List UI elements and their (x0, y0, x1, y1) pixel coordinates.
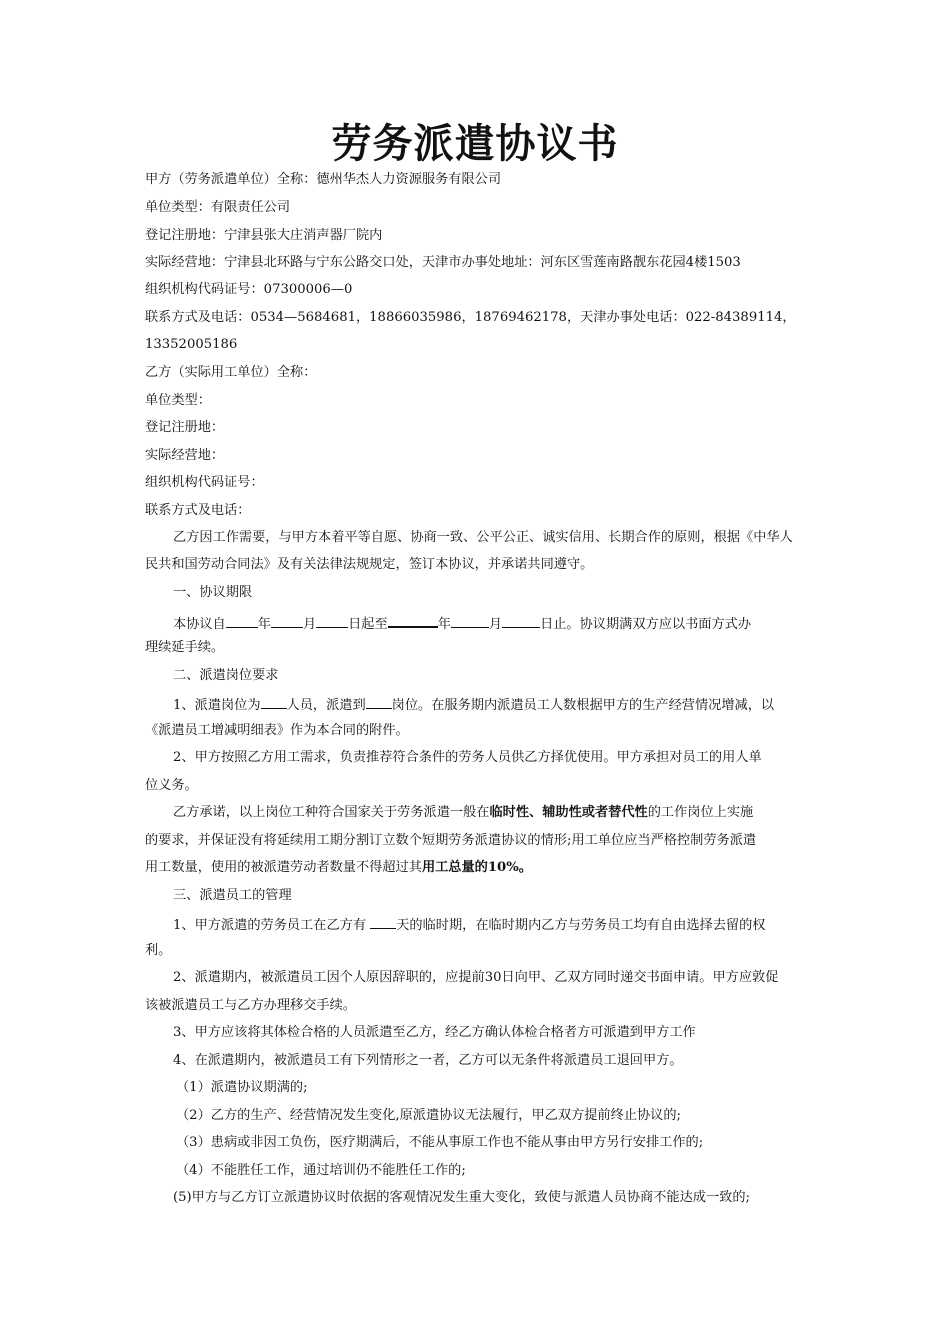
mgmt-3: 3、甲方应该将其体检合格的人员派遣至乙方，经乙方确认体检合格者方可派遣到甲方工作 (173, 1025, 696, 1040)
position-blank (366, 694, 392, 709)
section-3-heading: 三、派遣员工的管理 (173, 888, 292, 903)
term-line-1: 本协议自 年 月 日起至 年 月 日止。协议期满双方应以书面方式办 (173, 612, 810, 634)
end-day-blank (502, 613, 540, 628)
party-a-name: 甲方（劳务派遣单位）全称：德州华杰人力资源服务有限公司 (145, 172, 502, 187)
post-2-line-1: 2、甲方按照乙方用工需求，负责推荐符合条件的劳务人员供乙方择优使用。甲方承担对员工的用人单 (173, 750, 762, 765)
promise-line-1: 乙方承诺，以上岗位工种符合国家关于劳务派遣一般在临时性、辅助性或者替代性的工作岗位上实施 (173, 805, 754, 820)
section-1-heading: 一、协议期限 (173, 585, 253, 600)
section-2-heading: 二、派遣岗位要求 (173, 668, 279, 683)
document-title: 劳务派遣协议书 (331, 120, 619, 167)
party-b-operation: 实际经营地： (145, 448, 225, 463)
mgmt-1-line-1: 1、甲方派遣的劳务员工在乙方有 天的临时期，在临时期内乙方与劳务员工均有自由选择去留的权 (173, 914, 810, 935)
end-month-blank (451, 613, 489, 628)
post-line-2: 《派遣员工增减明细表》作为本合同的附件。 (145, 723, 409, 738)
party-b-contact: 联系方式及电话： (145, 503, 251, 518)
party-b-type: 单位类型： (145, 393, 211, 408)
promise-line-2: 的要求，并保证没有将延续用工期分割订立数个短期劳务派遣协议的情形;用工单位应当严格控制劳务派遣 (145, 833, 757, 848)
promise-line-3: 用工数量，使用的被派遣劳动者数量不得超过其用工总量的10%。 (145, 860, 532, 875)
list-item: （4）不能胜任工作，通过培训仍不能胜任工作的; (176, 1163, 466, 1178)
party-a-type: 单位类型：有限责任公司 (145, 200, 291, 215)
mgmt-2-line-1: 2、派遣期内，被派遣员工因个人原因辞职的，应提前30日向甲、乙双方同时递交书面申请。甲方应敦促 (173, 970, 779, 985)
start-year-blank (226, 613, 258, 628)
post-blank (261, 694, 287, 709)
party-b-name: 乙方（实际用工单位）全称： (145, 365, 317, 380)
post-line-1: 1、派遣岗位为 人员，派遣到 岗位。在服务期内派遣员工人数根据甲方的生产经营情况增减，以 (173, 694, 810, 715)
start-day-blank (316, 613, 348, 628)
party-b-org-code: 组织机构代码证号： (145, 475, 264, 490)
start-month-blank (271, 613, 303, 628)
list-item: （2）乙方的生产、经营情况发生变化,原派遣协议无法履行，甲乙双方提前终止协议的; (176, 1108, 681, 1123)
probation-days-blank (370, 914, 396, 929)
intro-line-1: 乙方因工作需要，与甲方本着平等自愿、协商一致、公平公正、诚实信用、长期合作的原则，根据《中华人 (173, 530, 793, 545)
intro-line-2: 民共和国劳动合同法》及有关法律法规规定，签订本协议，并承诺共同遵守。 (145, 557, 594, 572)
post-2-line-2: 位义务。 (145, 778, 198, 793)
party-a-org-code: 组织机构代码证号：07300006—0 (145, 282, 353, 297)
term-line-2: 理续延手续。 (145, 640, 225, 655)
party-b-registration: 登记注册地： (145, 420, 225, 435)
end-year-blank (388, 612, 438, 628)
list-item: （3）患病或非因工负伤，医疗期满后，不能从事原工作也不能从事由甲方另行安排工作的; (176, 1135, 704, 1150)
party-a-registration: 登记注册地：宁津县张大庄消声器厂院内 (145, 228, 383, 243)
mgmt-1-line-2: 利。 (145, 943, 172, 958)
party-a-operation: 实际经营地：宁津县北环路与宁东公路交口处，天津市办事处地址：河东区雪莲南路靓东花园4楼1503 (145, 255, 741, 270)
party-a-contact-1: 联系方式及电话：0534—5684681，18866035986，18769462178，天津办事处电话：022-84389114， (145, 310, 796, 325)
list-item: （1）派遣协议期满的; (176, 1080, 308, 1095)
mgmt-2-line-2: 该被派遣员工与乙方办理移交手续。 (145, 998, 356, 1013)
mgmt-4: 4、在派遣期内，被派遣员工有下列情形之一者，乙方可以无条件将派遣员工退回甲方。 (173, 1053, 683, 1068)
party-a-contact-2: 13352005186 (145, 337, 238, 352)
list-item: (5)甲方与乙方订立派遣协议时依据的客观情况发生重大变化，致使与派遣人员协商不能达成一致的; (173, 1190, 750, 1205)
